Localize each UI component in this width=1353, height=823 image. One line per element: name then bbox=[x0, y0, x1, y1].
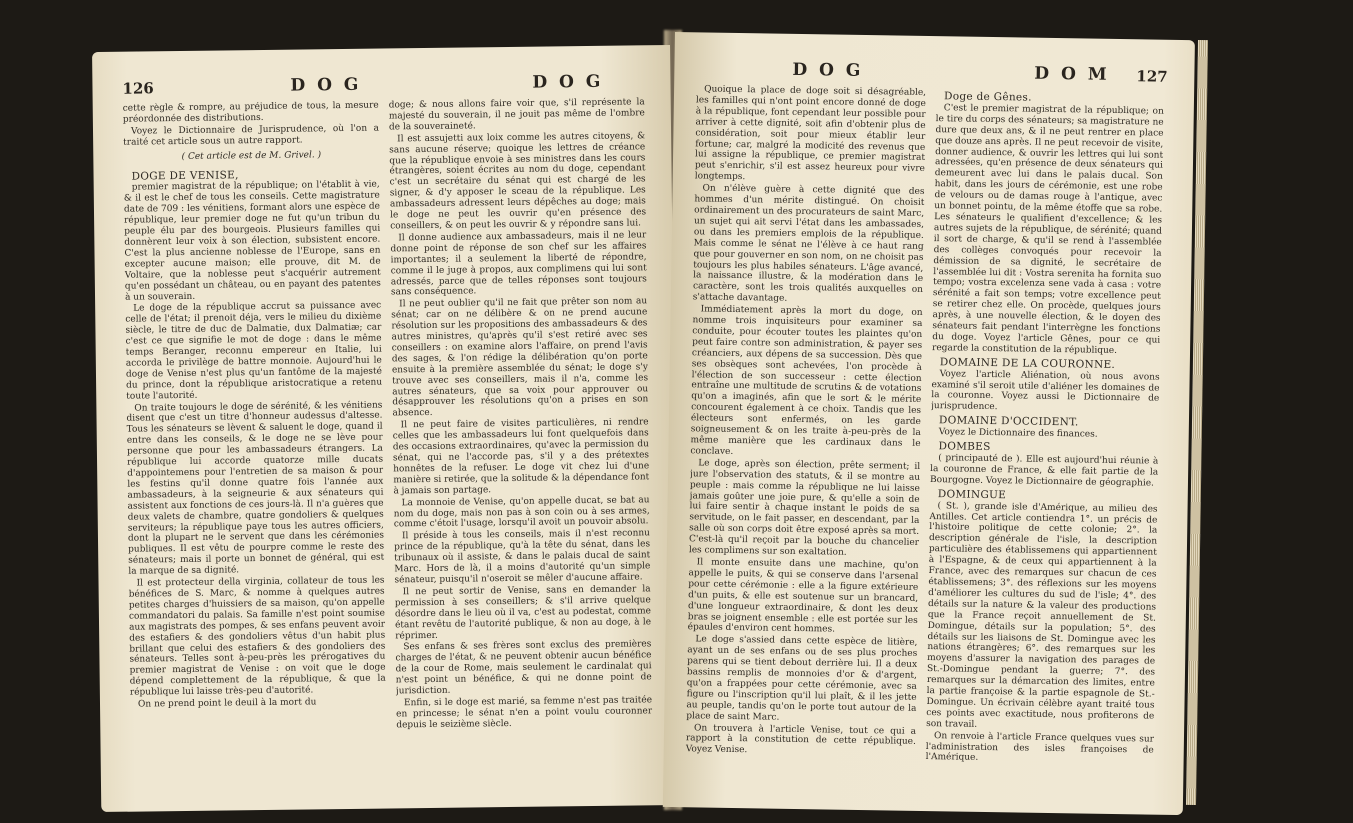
paragraph: Immédiatement après la mort du doge, on nomme trois inquisiteurs pour examiner sa conduite, pour écouter toutes les plaintes qu'on peut faire contre son administration, & payer ses créanciers, aux dépens de sa succession. Dès que ses obsèques sont achevées, l'on procède à l'élection de son successeur : cette élection entraîne une multitude de scrutins & de votations qu'on a imaginés, afin que le sort & le mérite concourent également à ce choix. Tandis que les électeurs sont enfermés, on les garde soigneusement & on les traite à-peu-près de la même manière que les cardinaux dans le conclave. bbox=[690, 304, 923, 457]
paragraph: Voyez l'article Aliénation, où nous avons examiné s'il seroit utile d'aliéner les domaines de la couronne. Voyez aussi le Dictionnaire de jurisprudence. bbox=[931, 368, 1160, 413]
left-column-2 bbox=[389, 97, 654, 800]
paragraph: On trouvera à l'article Venise, tout ce qui a rapport à la constitution de cette république. Voyez Venise. bbox=[685, 722, 917, 756]
entry-title: DOMINGUE bbox=[937, 487, 1007, 501]
page-number-right: 127 bbox=[1136, 67, 1168, 86]
paragraph: Enfin, si le doge est marié, sa femme n'est pas traitée en princesse; le sénat n'en a point voulu couronner depuis le seizième siècle. bbox=[396, 695, 653, 731]
entry-title: DOGE DE VENISE, bbox=[131, 168, 239, 183]
paragraph: Quoique la place de doge soit si désagréable, les familles qui n'ont point encore donné de doge à la république, font cependant leur possible pour arriver à cette dignité, soit afin d'obtenir plus de considération, soit pour mieux établir leur fortune; car, malgré la modicité des revenus que lui assigne la république, ce premier magistrat peut s'enrichir, s'il est assez heureux pour vivre longtemps. bbox=[694, 84, 927, 183]
paragraph: On traite toujours le doge de sérénité, & les vénitiens disent que c'est un titre d'honneur audessus d'altesse. Tous les sénateurs se lèvent & saluent le doge, quand il entre dans les conseils, & le doge ne se lève pour personne que pour les ambassadeurs étrangers. La république lui accorde quatorze mille ducats d'appointemens pour l'entretien de sa maison & pour les festins qu'il donne quatre fois l'année aux ambassadeurs, à la seigneurie & aux sénateurs qui assistent aux fonctions de ces jours-là. Il n'a guères que deux valets de chambre, quatre gondoliers & quelques serviteurs; la république paye tous les autres officiers, dont la plupart ne le servent que dans les cérémonies publiques. Il est vêtu de pourpre comme le reste des sénateurs; mais il porte un bonnet de général, qui est la marque de sa dignité. bbox=[126, 400, 385, 577]
paragraph: Il ne peut sortir de Venise, sans en demander la permission à ses conseillers; & s'il arrive quelque désordre dans le lieu où il va, c'est au podestat, comme étant revêtu de l'autorité publique, & non au doge, à le réprimer. bbox=[394, 584, 652, 641]
paragraph: doge; & nous allons faire voir que, s'il représente la majesté du souverain, il ne jouit pas même de l'ombre de la souveraineté. bbox=[388, 97, 645, 133]
paragraph: Ses enfans & ses frères sont exclus des premières charges de l'état, & ne peuvent obtenir aucun bénéfice de la cour de Rome, mais seulement le cardinalat qui n'est point un bénéfice, & qui ne donne point de jurisdiction. bbox=[395, 639, 652, 697]
paragraph: cette règle & rompre, au préjudice de tous, la mesure préordonnée des distributions. bbox=[122, 100, 379, 125]
paragraph: Il préside à tous les conseils, mais il n'est reconnu prince de la république, qu'à la tête du sénat, dans les tribunaux où il assiste, & dans le palais ducal de saint Marc. Hors de là, il a moins d'autorité qu'un simple sénateur, puisqu'il n'oseroit se mêler d'aucune affaire. bbox=[394, 528, 651, 586]
running-head-right-1: D O G bbox=[792, 59, 864, 81]
right-column-1 bbox=[685, 84, 926, 800]
paragraph: premier magistrat de la république; on l'établit à vie, & il est le chef de tous les conseils. Cette magistrature date de 709 : les vénitiens, formant alors une espèce de république, leur premier doge ne fut qu'un tribun du peuple élu par des bourgeois. Plusieurs familles qui donnèrent leur voix à son élection, subsistent encore. C'est la plus ancienne noblesse de l'Europe, sans en excepter aucune maison; elle prouve, dit M. de Voltaire, que la noblesse peut s'acquérir autrement qu'en possédant un château, ou en payant des patentes à un souverain. bbox=[123, 179, 381, 303]
entry-title: DOMBES bbox=[938, 440, 991, 454]
paragraph: Voyez le Dictionnaire de Jurisprudence, où l'on a traité cet article sous un autre rapport. bbox=[123, 123, 380, 148]
paragraph: Il ne peut faire de visites particulières, ni rendre celles que les ambassadeurs lui font quelquefois dans des occasions extraordinaires, qu'avec la permission du sénat, qui ne l'accorde pas, s'il y a des prétextes honnêtes de la refuser. Le doge vit chez lui d'une manière si retirée, que la solitude & la dépendance font à jamais son partage. bbox=[392, 417, 650, 497]
paragraph: On renvoie à l'article France quelques vues sur l'administration des isles françoises de l'Amérique. bbox=[925, 730, 1155, 764]
running-head-right-2: D O M bbox=[1034, 63, 1110, 85]
paragraph: Il est protecteur della virginia, collateur de tous les bénéfices de S. Marc, & nomme à quelques autres petites charges d'huissiers de sa maison, qu'on appelle commandatori du palais. Sa famille n'est point soumise aux magistrats des pompes, & ses enfans peuvent avoir des estafiers & des gondoliers vêtus d'un habit plus brillant que celui des estafiers & des gondoliers des sénateurs. Telles sont à-peu-près les prérogatives du premier magistrat de Venise : on voit que le doge dépend complettement de la république, & que la république lui laisse très-peu d'autorité. bbox=[128, 575, 386, 698]
left-page bbox=[92, 45, 679, 812]
paragraph: On ne prend point le deuil à la mort du bbox=[137, 697, 317, 710]
page-number-left: 126 bbox=[122, 79, 154, 98]
paragraph: C'est le premier magistrat de la république; on le tire du corps des sénateurs; sa magistrature ne dure que deux ans, & il ne peut rentrer en place que douze ans après. Il ne peut recevoir de visite, donner audience, & ouvrir les lettres qui lui sont adressées, qu'en présence de deux sénateurs qui demeurent avec lui dans le palais ducal. Son habit, dans les jours de cérémonie, est une robe de velours ou de damas rouge à l'antique, avec un bonnet pointu, de la même étoffe que sa robe. Les sénateurs le qualifient d'excellence; & les autres sujets de la république, de sérénité; quand il sort de charge, & qu'il se rend à l'assemblée des collèges convoqués pour recevoir la démission de sa dignité, le secrétaire de l'assemblée lui dit : Vostra serenita ha fornita suo tempo; vostra excelenza sene vada à casa : votre sérénité a fait son temps; votre excellence peut se retirer chez elle. On procède, quelques jours après, à une nouvelle élection, & le doyen des sénateurs fait pendant l'interrègne les fonctions du doge. Voyez l'article Gênes, pour ce qui regarde la constitution de la république. bbox=[931, 103, 1164, 356]
running-head-left-2: D O G bbox=[532, 71, 604, 93]
paragraph: Il donne audience aux ambassadeurs, mais il ne leur donne point de réponse de son chef sur les affaires importantes; il a seulement la liberté de répondre, comme il le juge à propos, aux complimens qui lui sont adressés, parce que de telles réponses sont toujours sans conséquence. bbox=[390, 230, 647, 298]
paragraph: Il monte ensuite dans une machine, qu'on appelle le puits, & qui se conserve dans l'arsenal pour cette cérémonie : elle a la figure extérieure d'un puits, & elle est soutenue sur un brancard, d'une longueur extraordinaire, & dont les deux bras se joignent ensemble : elle est portée sur les épaules d'environ cent hommes. bbox=[687, 557, 919, 635]
paragraph: On n'élève guère à cette dignité que des hommes d'un mérite distingué. On choisit ordinairement un des procurateurs de saint Marc, un sujet qui ait servi l'état dans les ambassades, ou dans les premiers emplois de la république. Mais comme le sénat ne l'élève à ce haut rang que pour gouverner en son nom, on ne choisit pas toujours les plus habiles sénateurs. L'âge avancé, la naissance illustre, & la modération dans le caractère, sont les trois qualités auxquelles on s'attache davantage. bbox=[692, 183, 925, 305]
paragraph: La monnoie de Venise, qu'on appelle ducat, se bat au nom du doge, mais non pas à son coin ou à ses armes, comme c'étoit l'usage, lorsqu'il avoit un pouvoir absolu. bbox=[393, 494, 650, 530]
paragraph: ( St. ), grande isle d'Amérique, au milieu des Antilles. Cet article contiendra 1°. un précis de l'histoire politique de cette colonie; 2°. la description générale de l'isle, la description particulière des établissemens qui appartiennent à l'Espagne, & de ceux qui appartiennent à la France, avec des remarques sur chacun de ces établissemens; 3°. des réflexions sur les moyens d'améliorer les cultures du sud de l'isle; 4°. des détails sur la nature & la valeur des productions que la France reçoit annuellement de St. Domingue, détails sur la population; 5°. des détails sur les liaisons de St. Domingue avec les nations étrangères; 6°. des remarques sur les moyens d'assurer la navigation des parages de St.-Domingue pendant la guerre; 7°. des remarques sur la démarcation des limites, entre la partie françoise & la partie espagnole de St.-Domingue. Un écrivain célèbre ayant traité tous ces points avec exactitude, nous profiterons de son travail. bbox=[926, 500, 1158, 730]
paragraph: Il ne peut oublier qu'il ne fait que prêter son nom au sénat; car on ne délibère & on ne prend aucune résolution sur les propositions des ambassadeurs & des autres ministres, qu'après qu'il s'est retiré avec ses conseillers : on examine alors l'affaire, on prend l'avis des sages, & l'on rédige la délibération qu'on porte ensuite à la première assemblée du sénat; le doge s'y trouve avec ses conseillers, mais il n'a, comme les autres sénateurs, que sa voix pour approuver ou désapprouver les résolutions qu'on a prises en son absence. bbox=[391, 296, 649, 419]
running-head-left-1: D O G bbox=[290, 74, 362, 96]
paragraph: Le doge de la république accrut sa puissance avec celle de l'état; il prenoit déja, vers le milieu du dixième siècle, le titre de duc de Dalmatie, dux Dalmatiæ; car c'est ce que signifie le mot de doge : dans le même temps Beranger, reconnu empereur en Italie, lui accorda le privilège de battre monnoie. Aujourd'hui le doge de Venise n'est plus qu'un fantôme de la majesté du prince, dont la république aristocratique a retenu toute l'autorité. bbox=[125, 300, 383, 402]
paragraph: Il est assujetti aux loix comme les autres citoyens, & sans aucune réserve; quoique les lettres de créance que la république envoie à ses ministres dans les cours étrangères, soient écrites au nom du doge, cependant c'est un secrétaire du sénat qui est chargé de les signer, & d'y apposer le sceau de la république. Les ambassadeurs adressent leurs dépêches au doge; mais le doge ne peut les ouvrir qu'en présence des conseillers, & on peut les ouvrir & y répondre sans lui. bbox=[389, 131, 647, 232]
paragraph: ( principauté de ). Elle est aujourd'hui réunie à la couronne de France, & elle fait partie de la Bourgogne. Voyez le Dictionnaire de géographie. bbox=[929, 453, 1159, 489]
right-column-2 bbox=[925, 88, 1164, 803]
paragraph: Voyez le Dictionnaire des finances. bbox=[938, 427, 1098, 440]
left-column-1 bbox=[123, 101, 388, 804]
author-note: ( Cet article est de M. Grivel. ) bbox=[181, 149, 322, 162]
entry-title: Doge de Gênes. bbox=[943, 90, 1032, 104]
right-page bbox=[663, 32, 1195, 815]
paragraph: Le doge s'assied dans cette espèce de litière, ayant un de ses enfans ou de ses plus proches parens qui se tient debout derrière lui. Il a deux bassins remplis de monnoies d'or & d'argent, qu'on a frappées pour cette cérémonie, avec sa figure ou l'inscription qu'il lui plaît, & il les jette au peuple, tandis qu'on le porte tout autour de la place de saint Marc. bbox=[686, 634, 918, 723]
paragraph: Le doge, après son élection, prête serment; il jure l'observation des statuts, & il se montre au peuple : mais comme la république ne lui laisse jamais goûter une joie pure, & qu'elle a soin de lui faire sentir à chaque instant le poids de sa servitude, on le fait passer, en descendant, par la salle où son corps doit être exposé après sa mort. C'est-là qu'il reçoit par la bouche du chancelier les complimens sur son exaltation. bbox=[688, 458, 921, 558]
entry-title: DOMAINE D'OCCIDENT. bbox=[938, 414, 1079, 429]
entry-title: DOMAINE DE LA COURONNE. bbox=[939, 355, 1116, 371]
